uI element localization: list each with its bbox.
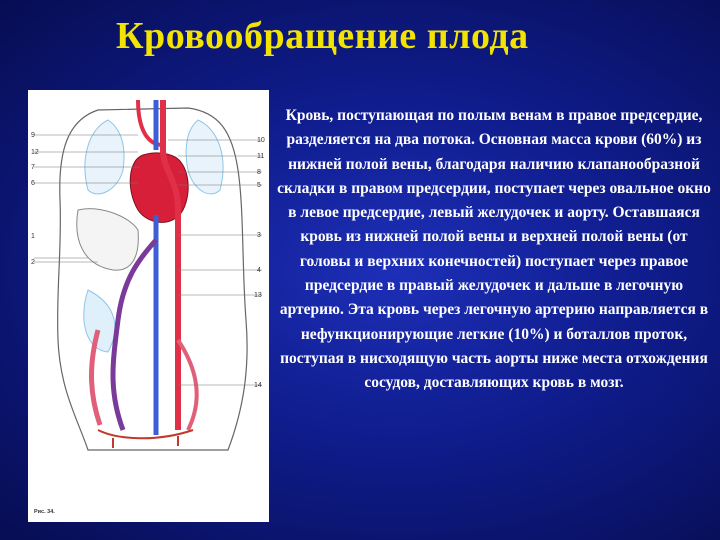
figure-label-right: 11 <box>257 153 265 160</box>
figure-caption-title: Рис. 34. <box>34 509 55 515</box>
intestine <box>98 430 193 448</box>
figure-label-left: 2 <box>31 259 35 266</box>
slide-title: Кровообращение плода <box>116 15 529 57</box>
figure-label-right: 14 <box>254 382 262 389</box>
figure-label-left: 7 <box>31 164 35 171</box>
figure-label-right: 3 <box>257 232 261 239</box>
kidney-area <box>84 290 115 352</box>
lung-right <box>186 120 223 194</box>
fetal-circulation-figure <box>28 90 269 522</box>
figure-label-left: 12 <box>31 149 39 156</box>
left-labels <box>31 132 39 266</box>
figure-label-right: 4 <box>257 267 261 274</box>
right-labels <box>254 137 265 389</box>
figure-label-left: 9 <box>31 132 35 139</box>
fetal-circulation-diagram <box>28 90 269 522</box>
figure-label-right: 13 <box>254 292 262 299</box>
figure-caption <box>34 509 263 516</box>
slide-body-text: Кровь, поступающая по полым венам в правое предсердие, разделяется на два потока. Основная масса крови (60%) из нижней полой вены, благодаря наличию клапанообразной складки в правом предсердии, поступает через овальное окно в левое предсердие, левый желудочек и аорту. Оставшаяся кровь из нижней полой вены и верхней полой вены (от головы и верхних конечностей) поступает через правое предсердие в правый желудочек и дальше в легочную артерию. Эта кровь через легочную артерию направляется в нефункционирующие легкие (10%) и боталлов проток, поступая в нисходящую часть аорты ниже места отхождения сосудов, доставляющих кровь в мозг. <box>277 107 711 392</box>
figure-label-right: 5 <box>257 182 261 189</box>
figure-label-left: 1 <box>31 233 35 240</box>
figure-label-left: 6 <box>31 180 35 187</box>
aortic-arch <box>138 100 163 145</box>
aorta <box>163 100 178 430</box>
liver <box>77 209 139 270</box>
figure-label-right: 10 <box>257 137 265 144</box>
figure-label-right: 8 <box>257 169 261 176</box>
